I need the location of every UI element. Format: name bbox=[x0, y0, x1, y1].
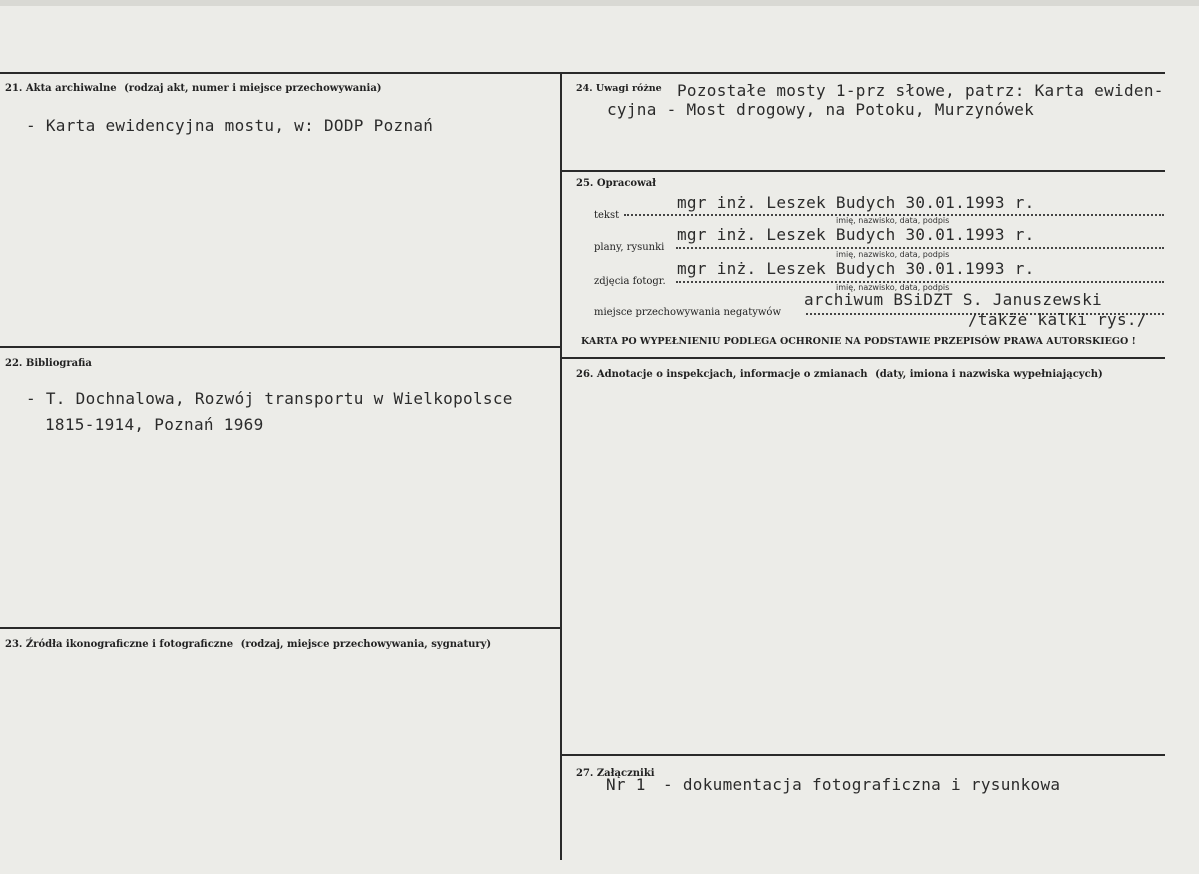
section-26-label bbox=[576, 369, 1103, 380]
section-26-sublabel: (daty, imiona i nazwiska wypełniających) bbox=[875, 369, 1103, 380]
plany-value: mgr inż. Leszek Budych 30.01.1993 r. bbox=[677, 225, 1035, 244]
zdjecia-label: zdjęcia fotogr. bbox=[594, 276, 666, 287]
zdjecia-hint: imię, nazwisko, data, podpis bbox=[836, 283, 950, 292]
section-27-value-prefix: Nr 1 bbox=[606, 775, 646, 794]
section-22-label: 22. Bibliografia bbox=[5, 358, 92, 369]
negatywy-label: miejsce przechowywania negatywów bbox=[594, 307, 781, 318]
section-27-value: - dokumentacja fotograficzna i rysunkowa bbox=[663, 775, 1061, 794]
section-23-sublabel: (rodzaj, miejsce przechowywania, sygnatury) bbox=[240, 639, 492, 650]
divider-24-25 bbox=[561, 170, 1165, 172]
divider-21-22 bbox=[0, 346, 561, 348]
tekst-hint: imię, nazwisko, data, podpis bbox=[836, 216, 950, 225]
tekst-value: mgr inż. Leszek Budych 30.01.1993 r. bbox=[677, 193, 1035, 212]
divider-top bbox=[0, 72, 1165, 74]
section-24-value-line2: cyjna - Most drogowy, na Potoku, Murzynówek bbox=[607, 100, 1035, 119]
section-22-value-line2: 1815-1914, Poznań 1969 bbox=[45, 415, 264, 434]
plany-hint: imię, nazwisko, data, podpis bbox=[836, 250, 950, 259]
section-23-label bbox=[5, 639, 491, 650]
negatywy-value-line1: archiwum BSiDZT S. Januszewski bbox=[804, 290, 1102, 309]
plany-dotted-line bbox=[676, 247, 1164, 249]
divider-26-27 bbox=[561, 754, 1165, 756]
section-25-label: 25. Opracował bbox=[576, 178, 657, 189]
section-21-value: - Karta ewidencyjna mostu, w: DODP Poznań bbox=[26, 116, 434, 135]
section-24-label: 24. Uwagi różne bbox=[576, 83, 662, 94]
section-27-label: 27. Załączniki bbox=[576, 768, 655, 779]
section-24-value-line1: Pozostałe mosty 1-prz słowe, patrz: Karta ewiden- bbox=[677, 81, 1164, 100]
divider-center bbox=[560, 72, 562, 860]
section-21-sublabel: (rodzaj akt, numer i miejsce przechowywania) bbox=[124, 83, 382, 94]
section-26-title: 26. Adnotacje o inspekcjach, informacje o zmianach bbox=[576, 369, 868, 380]
tekst-label: tekst bbox=[594, 210, 620, 221]
section-21-title: 21. Akta archiwalne bbox=[5, 83, 117, 94]
divider-25-26 bbox=[561, 357, 1165, 359]
zdjecia-value: mgr inż. Leszek Budych 30.01.1993 r. bbox=[677, 259, 1035, 278]
card-top-edge bbox=[0, 0, 1199, 6]
section-22-value-line1: - T. Dochnalowa, Rozwój transportu w Wielkopolsce bbox=[26, 389, 513, 408]
section-21-label bbox=[5, 83, 382, 94]
divider-22-23 bbox=[0, 627, 561, 629]
negatywy-value-line2: /także kalki rys./ bbox=[968, 310, 1147, 329]
copyright-notice: KARTA PO WYPEŁNIENIU PODLEGA OCHRONIE NA PODSTAWIE PRZEPISÓW PRAWA AUTORSKIEGO ! bbox=[581, 336, 1136, 347]
plany-label: plany, rysunki bbox=[594, 242, 665, 253]
section-23-title: 23. Źródła ikonograficzne i fotograficzne bbox=[5, 639, 234, 650]
